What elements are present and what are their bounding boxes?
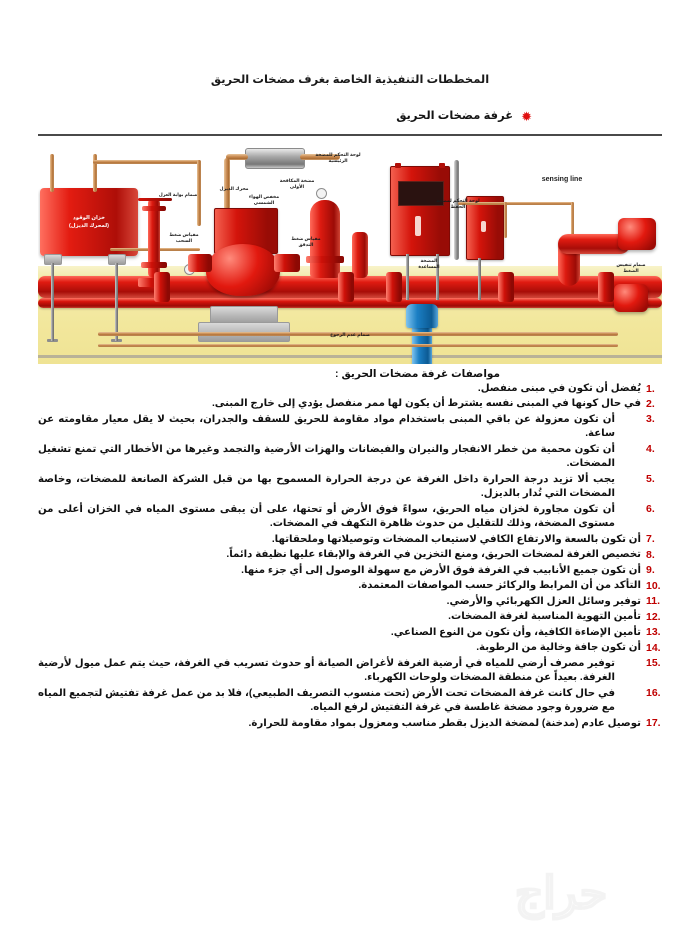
fuel-line-vertical-a	[50, 154, 54, 192]
vertical-conduit	[454, 160, 459, 260]
discharge-riser-flange	[306, 256, 344, 263]
spec-item-number: 17.	[646, 717, 661, 730]
exhaust-muffler-label: مخفض الهواء الشمسي	[248, 194, 280, 205]
isolation-valve-handwheel	[138, 198, 172, 201]
fire-pump-room-diagram	[38, 136, 662, 364]
jockey-pump-head	[406, 304, 438, 328]
float-valve-label: صمام بوابة العزل	[158, 192, 198, 197]
spec-item-text: توفير مصرف أرضي للمياه في أرضية الغرفة لأغراض الصيانة أو حدوث تسريب في الغرفة، حيث يتم عمل ميول لأرضية الغرفة. بعيداً عن منطقة المضخات ولوحات الكهرباء.	[38, 657, 615, 684]
spec-item-number: 11.	[646, 595, 661, 608]
sensing-line-label: sensing line	[541, 176, 583, 183]
jockey-controller-label: لوحة التحكم لمضخة الحفظ	[436, 198, 480, 209]
spec-item-text: تخصيص الغرفة لمضخات الحريق، ومنع التخزين في الغرفة والإبقاء عليها نظيفة دائماً.	[226, 549, 641, 561]
specs-list	[38, 382, 662, 731]
spec-item	[38, 473, 662, 502]
spec-item	[38, 579, 662, 593]
spec-item	[38, 641, 662, 655]
header-valve-4	[498, 272, 514, 302]
spec-item-text: يُفضل أن تكون في مبنى منفصل.	[477, 383, 641, 394]
sensing-line-drop-a	[504, 202, 507, 238]
spec-item-number: 15.	[646, 657, 661, 670]
specifications-section	[38, 368, 662, 732]
main-pump-controller-label: لوحة التحكم للمضخة الرئيسية	[315, 152, 361, 163]
test-line	[98, 344, 618, 347]
spec-item	[38, 610, 662, 624]
spec-item-number: 1.	[646, 382, 655, 395]
pump-suction-flange	[188, 254, 212, 272]
spec-item-text: أن تكون معزولة عن باقي المبنى باستخدام مواد مقاومة للحريق للسقف والجدران، بحيث لا يقل معيار مقاومته عن ساعة.	[38, 413, 615, 440]
discharge-gauge-label: مقياس ضغط التدفق	[291, 236, 321, 247]
spec-item-number: 12.	[646, 610, 661, 623]
spec-item	[38, 717, 662, 731]
spec-item	[38, 595, 662, 609]
exhaust-muffler	[245, 148, 305, 169]
spec-item-text: في حال كونها في المبنى نفسه يشترط أن يكون لها ممر منفصل يؤدي إلى خارج المبنى.	[211, 398, 641, 410]
spec-item	[38, 657, 662, 686]
spec-item-number: 5.	[646, 473, 655, 486]
main-fire-pump	[206, 244, 280, 296]
jockey-panel-conduit-drop	[478, 258, 481, 300]
spec-item-number: 8.	[646, 548, 655, 561]
spec-item-text: في حال كانت غرفة المضخات تحت الأرض (تحت منسوب التصريف الطبيعي)، فلا بد من عمل غرفة تفتيش لتجميع المياه مع ضرورة وجود مضخة غاطسة في غرفة التفتيش لرفع المياه.	[38, 687, 615, 714]
spec-item-number: 4.	[646, 443, 655, 456]
spec-item	[38, 503, 662, 532]
spec-item-number: 3.	[646, 413, 655, 426]
isolation-valve-flange-top	[142, 206, 166, 211]
spec-item	[38, 687, 662, 716]
panel-conduit-left	[395, 163, 401, 168]
main-pump-control-panel[interactable]	[390, 166, 450, 256]
spec-item	[38, 533, 662, 547]
spec-item	[38, 626, 662, 640]
spec-item-text: تأمين الإضاءة الكافية، وأن تكون من النوع الصناعي.	[390, 626, 641, 638]
main-pump-label: مضخة المكافحة الأولى	[279, 178, 315, 189]
header-valve-2	[338, 272, 354, 302]
spec-item-text: أن تكون مجاورة لخزان مياه الحريق، سواءً فوق الأرض أو تحتها، على أن يبقى مستوى المياه في الخزان أعلى من مستوى المضخة، وذلك للتقليل من حدوث ظاهرة التكهف في المضخات.	[38, 503, 615, 530]
page-title: المخططات التنفيذية الخاصة بغرف مضخات الحريق	[210, 74, 490, 86]
fuel-tank-sublabel: (لمحرك الديزل)	[69, 223, 109, 229]
spec-item-number: 2.	[646, 397, 655, 410]
spec-item-text: توفير وسائل العزل الكهربائي والأرضي.	[446, 595, 641, 607]
spec-item	[38, 413, 662, 442]
header-valve-3	[386, 272, 402, 302]
spec-item-number: 9.	[646, 564, 655, 577]
exhaust-riser	[224, 158, 230, 210]
diagram-floor-line	[38, 355, 662, 358]
header-valve-5	[598, 272, 614, 302]
spec-item	[38, 564, 662, 578]
jockey-pump-label: المضخة المساعدة	[418, 258, 440, 269]
panel-conduit-drop-a	[406, 254, 409, 300]
spec-item-text: توصيل عادم (مدخنة) لمضخة الديزل بقطر مناسب ومعزول بمواد مقاومة للحرارة.	[248, 717, 641, 729]
spec-item-text: التأكد من أن المرابط والركائز حسب المواصفات المعتمدة.	[358, 580, 641, 592]
specs-title: مواصفات غرفة مضخات الحريق :	[335, 368, 500, 380]
spec-item-text: يجب ألا تزيد درجة الحرارة داخل الغرفة عن درجة الحرارة المسموح بها من قبل الشركة الصانعة للمضخات، وخاصة المضخات التي تُدار بالديزل.	[38, 473, 615, 500]
spec-item	[38, 397, 662, 411]
spec-item-number: 6.	[646, 503, 655, 516]
watermark-text: حراج	[514, 869, 608, 918]
spec-item-number: 13.	[646, 626, 661, 639]
spec-item	[38, 548, 662, 562]
relief-valve-label: صمام تنفيس الضغط	[616, 262, 646, 273]
check-valve-label: صمام عدم الرجوع	[330, 332, 370, 337]
jockey-panel-dial	[481, 221, 487, 232]
spec-item-number: 16.	[646, 687, 661, 700]
diesel-fuel-tank	[40, 188, 138, 256]
discharge-pressure-gauge	[316, 188, 327, 199]
control-panel-dial	[415, 216, 421, 235]
suction-gauge-label: مقياس ضغط السحب	[169, 232, 199, 243]
spec-item-text: أن تكون جميع الأنابيب في الغرفة فوق الأرض مع سهولة الوصول إلى أي جزء منها.	[241, 564, 641, 576]
spec-item-text: أن تكون جافة وخالية من الرطوبة.	[476, 642, 641, 654]
spec-item-number: 7.	[646, 533, 655, 546]
spec-item-number: 10.	[646, 579, 661, 592]
spec-item	[38, 443, 662, 472]
tank-leg-left-lower	[51, 301, 54, 341]
spec-item	[38, 382, 662, 396]
site-watermark	[466, 852, 656, 926]
spec-item-text: أن تكون محمية من خطر الانفجار والنيران والفيضانات والهزات الأرضية والتجمد وغيرها من الأخطار التي تمنع تشغيل المضخات.	[38, 443, 615, 470]
fuel-tank-label: خزان الوقود	[72, 214, 106, 221]
panel-conduit-right	[439, 163, 445, 168]
spec-item-text: أن تكون بالسعة والارتفاع الكافي لاستيعاب المضخات وتوصيلاتها وملحقاتها.	[271, 533, 641, 545]
header-valve-1	[154, 272, 170, 302]
isolation-valve-flange-bottom	[141, 262, 167, 268]
spec-item-number: 14.	[646, 641, 661, 654]
relief-valve-stem	[352, 232, 368, 278]
spec-item-text: تأمين التهوية المناسبة لغرفة المضخات.	[448, 611, 641, 623]
asterisk-bullet-icon: ✹	[521, 108, 532, 124]
pump-discharge-flange	[274, 254, 300, 272]
diesel-engine-label: محرك الديزل	[219, 186, 249, 191]
section-heading	[396, 108, 532, 122]
relief-valve-assembly	[614, 284, 648, 312]
section-heading-label: غرفة مضخات الحريق	[396, 110, 514, 122]
fuel-line-horizontal	[93, 160, 201, 164]
tank-leg-right	[115, 263, 118, 301]
tank-leg-left	[51, 263, 54, 301]
check-valve-assembly	[618, 218, 656, 250]
